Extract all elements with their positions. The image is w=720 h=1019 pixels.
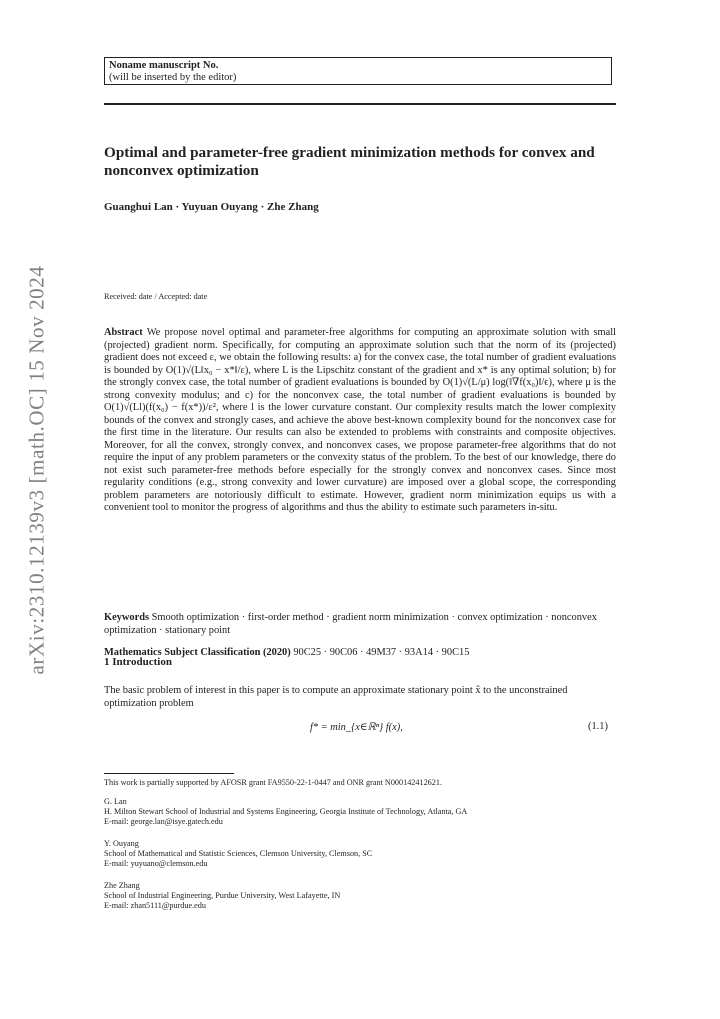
intro-paragraph: The basic problem of interest in this paper is to compute an approximate stationary point x̂ to the unconstrained optimization problem [104,685,568,709]
affiliation-lan: G. Lan H. Milton Stewart School of Industrial and Systems Engineering, Georgia Institute of Technology, Atlanta, GA E-mail: george.lan@isye.gatech.edu [104,797,468,826]
author-list: Guanghui Lan · Yuyuan Ouyang · Zhe Zhang [104,201,319,213]
arxiv-identifier-text: arXiv:2310.12139v3 [math.OC] 15 Nov 2024 [24,265,49,675]
equation: f* = min_{x∈ℝⁿ} f(x), [310,722,403,733]
abstract-text: We propose novel optimal and parameter-free algorithms for computing an approximate solution with small (projected) gradient norm. Specifically, for computing an approximate solution such that the norm of its (projected) gradient does not exceed ε, we obtain the following results: a) for the convex case, the total number of gradient evaluations is bounded by O(1)√(L‖x₀ − x*‖/ε), where L is the Lipschitz constant of the gradient and x* is any optimal solution; b) for the strongly convex case, the total number of gradient evaluations is bounded by O(1)√(L/μ) log(‖∇f(x₀)‖/ϵ), where μ is the strong convexity modulus; and c) for the nonconvex case, the total number of gradient evaluations is bounded by O(1)√(Ll)(f(x₀) − f(x*))/ε², where l is the lower curvature constant. Our complexity results match the lower complexity bounds of the convex and strongly cases, and achieve the above best-known complexity bound for the nonconvex case for the first time in the literature. Our results can also be extended to problems with constraints and composite objectives. Moreover, for all the convex, strongly convex, and nonconvex cases, we propose parameter-free algorithms that do not require the input of any problem parameters or the convexity status of the problem. To the best of our knowledge, there do not exist such parameter-free methods before especially for the strongly convex and nonconvex cases. Since most regularity conditions (e.g., strong convexity and lower curvature) are imposed over a global scope, the corresponding problem parameters are notoriously difficult to estimate. However, gradient norm minimization equips us with a convenient tool to monitor the progress of algorithms and thus the ability to estimate such parameters in-situ. [104,327,616,513]
msc-text: 90C25 · 90C06 · 49M37 · 93A14 · 90C15 [293,647,470,658]
keywords-text: Smooth optimization · first-order method · gradient norm minimization · convex optimization · nonconvex optimization · stationary point [104,612,597,636]
keywords [104,612,616,637]
abstract-label: Abstract [104,327,143,338]
editor-box [104,57,612,85]
footnote-rule [104,773,234,774]
msc-classification [104,647,616,660]
funding-footnote: This work is partially supported by AFOSR grant FA9550-22-1-0447 and ONR grant N000142412621. [104,778,443,787]
msc-label: Mathematics Subject Classification (2020) [104,647,291,658]
equation-number: (1.1) [588,721,608,732]
keywords-label: Keywords [104,612,150,623]
abstract [104,327,616,515]
editor-note: (will be inserted by the editor) [109,72,237,83]
affiliation-zhang: Zhe Zhang School of Industrial Engineering, Purdue University, West Lafayette, IN E-mail: zhan5111@purdue.edu [104,881,341,910]
received-date: Received: date / Accepted: date [104,292,208,301]
section-heading: 1 Introduction [104,656,172,668]
affiliation-ouyang: Y. Ouyang School of Mathematical and Statistic Sciences, Clemson University, Clemson, SC E-mail: yuyuano@clemson.edu [104,839,373,868]
arxiv-identifier [14,265,60,675]
manuscript-number: Noname manuscript No. [109,60,219,71]
header-rule [104,103,616,105]
paper-title: Optimal and parameter-free gradient minimization methods for convex and nonconvex optimization [104,144,595,179]
